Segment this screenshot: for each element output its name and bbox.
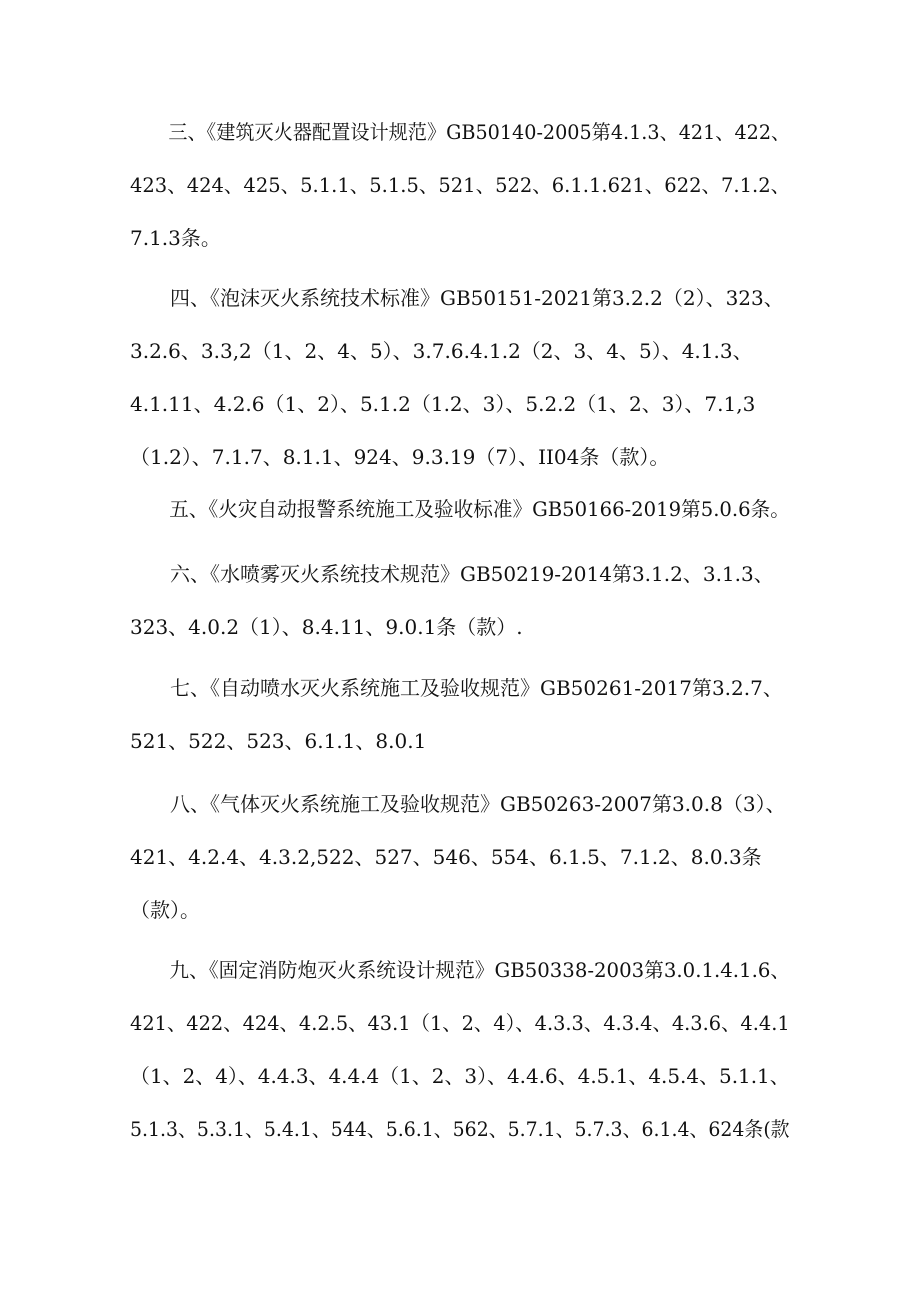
text-line: 九、《固定消防炮灭火系统设计规范》GB50338-2003第3.0.1.4.1.6、 (130, 958, 791, 982)
text-line: 421、4.2.4、4.3.2,522、527、546、554、6.1.5、7.1.2、8.0.3条 (130, 845, 762, 869)
paragraph-5-fire-alarm-standard (130, 483, 790, 536)
text-line: 323、4.0.2（1）、8.4.11、9.0.1条（款）. (130, 615, 523, 639)
text-line: 5.1.3、5.3.1、5.4.1、544、5.6.1、562、5.7.1、5.7.3、6.1.4、624条(款 (130, 1117, 790, 1141)
text-line: 八、《气体灭火系统施工及验收规范》GB50263-2007第3.0.8（3）、 (130, 792, 786, 816)
text-line: 423、424、425、5.1.1、5.1.5、521、522、6.1.1.621、622、7.1.2、 (130, 173, 791, 197)
paragraph-8-gas-system-code (130, 778, 790, 937)
text-line: 五、《火灾自动报警系统施工及验收标准》GB50166-2019第5.0.6条。 (130, 497, 790, 521)
paragraph-9-fire-monitor-code (130, 944, 790, 1156)
text-line: 3.2.6、3.3,2（1、2、4、5）、3.7.6.4.1.2（2、3、4、5）、4.1.3、 (130, 339, 753, 363)
text-line: 421、422、424、4.2.5、43.1（1、2、4）、4.3.3、4.3.4、4.3.6、4.4.1 (130, 1011, 790, 1035)
text-line: （款）。 (130, 898, 200, 922)
text-line: 三、《建筑灭火器配置设计规范》GB50140-2005第4.1.3、421、422、 (130, 120, 791, 144)
paragraph-3-fire-extinguisher-code (130, 106, 790, 265)
text-line: （1.2）、7.1.7、8.1.1、924、9.3.19（7）、II04条（款）。 (130, 445, 670, 469)
text-line: 7.1.3条。 (130, 226, 221, 250)
paragraph-7-sprinkler-code (130, 662, 790, 768)
text-line: 七、《自动喷水灭火系统施工及验收规范》GB50261-2017第3.2.7、 (130, 676, 783, 700)
paragraph-4-foam-system-standard (130, 272, 790, 484)
text-line: （1、2、4）、4.4.3、4.4.4（1、2、3）、4.4.6、4.5.1、4.5.4、5.1.1、 (130, 1064, 790, 1088)
text-line: 521、522、523、6.1.1、8.0.1 (130, 729, 427, 753)
text-line: 四、《泡沫灭火系统技术标准》GB50151-2021第3.2.2（2）、323、 (130, 286, 784, 310)
text-line: 4.1.11、4.2.6（1、2）、5.1.2（1.2、3）、5.2.2（1、2、3）、7.1,3 (130, 392, 756, 416)
text-line: 六、《水喷雾灭火系统技术规范》GB50219-2014第3.1.2、3.1.3、 (130, 562, 774, 586)
paragraph-6-water-spray-code (130, 548, 790, 654)
